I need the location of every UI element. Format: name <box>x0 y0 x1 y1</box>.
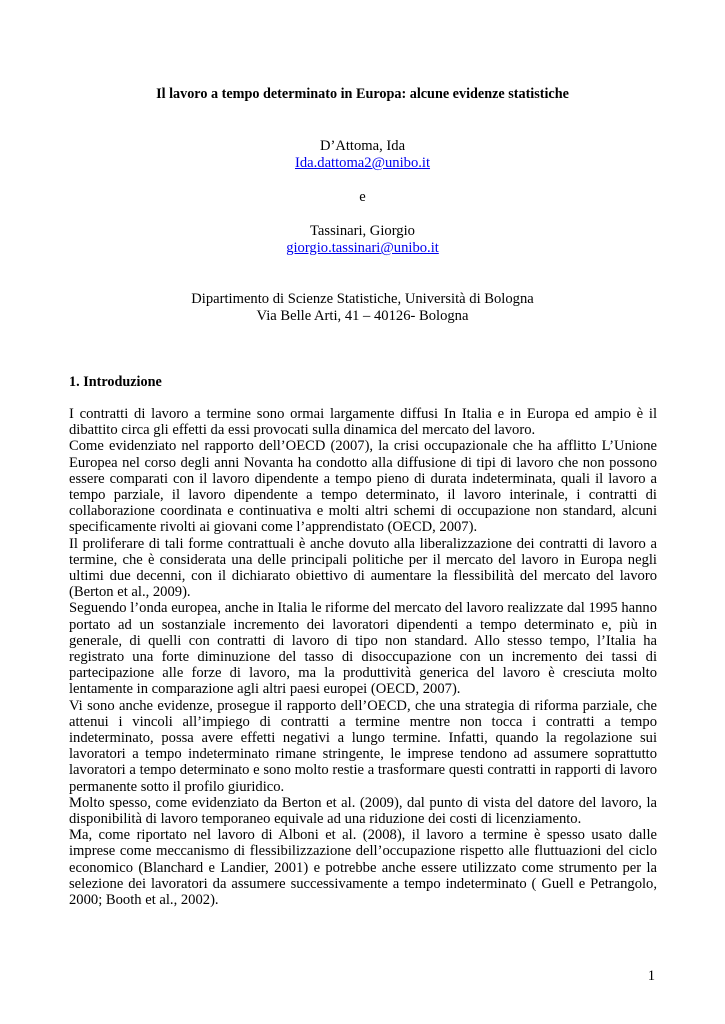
paragraph: Ma, come riportato nel lavoro di Alboni et al. (2008), il lavoro a termine è spesso usato dalle imprese come meccanismo di flessibilizzazione dell’occupazione rispetto alle fluttuazioni del ciclo economico (Blanchard e Landier, 2001) e potrebbe anche essere utilizzato come strumento per la selezione dei lavoratori da assumere successivamente a tempo indeterminato ( Guell e Petrangolo, 2000; Booth et al., 2002). <box>69 827 657 909</box>
affiliation-address: Via Belle Arti, 41 – 40126- Bologna <box>256 308 469 324</box>
body-text <box>69 406 657 908</box>
paragraph: Molto spesso, come evidenziato da Berton et al. (2009), dal punto di vista del datore del lavoro, la disponibilità di lavoro temporaneo equivale ad una riduzione dei costi di licenziamento. <box>69 794 657 828</box>
paragraph: Il proliferare di tali forme contrattuali è anche dovuto alla liberalizzazione dei contratti di lavoro a termine, che è considerata una delle principali politiche per il mercato del lavoro in Europa negli ultimi due decenni, con il dichiarato obiettivo di aumentare la flessibilità del mercato del lavoro (Berton et al., 2009). <box>69 535 657 601</box>
paragraph: Seguendo l’onda europea, anche in Italia le riforme del mercato del lavoro realizzate dal 1995 hanno portato ad un sostanziale incremento dei lavoratori dipendenti a tempo determinato e, più in generale, di quelli con contratti di lavoro di tipo non standard. Allo stesso tempo, l’Italia ha registrato una forte diminuzione del tasso di disoccupazione con un incremento dei tassi di partecipazione alle forze di lavoro, ma la produttività generica del lavoro è cresciuta molto lentamente in comparazione agli altri paesi europei (OECD, 2007). <box>69 600 657 698</box>
paragraph: I contratti di lavoro a termine sono ormai largamente diffusi In Italia e in Europa ed ampio è il dibattito circa gli effetti da essi provocati sulla dinamica del mercato del lavoro. <box>69 406 657 439</box>
author-name: D’Attoma, Ida <box>319 138 406 154</box>
page-number: 1 <box>647 968 655 984</box>
paper-title: Il lavoro a tempo determinato in Europa: alcune evidenze statistiche <box>156 86 569 102</box>
paragraph: Come evidenziato nel rapporto dell’OECD (2007), la crisi occupazionale che ha afflitto L’Unione Europea nel corso degli anni Novanta ha condotto alla diffusione di tipi di lavoro che non possono essere comparati con il lavoro dipendente a tempo pieno di durata indeterminata, quali il lavoro a tempo parziale, il lavoro dipendente a tempo determinato, il lavoro interinale, i contratti di collaborazione coordinata e continuativa e molti altri schemi di occupazione non standard, alcuni specificamente rivolti ai giovani come l’apprendistato (OECD, 2007). <box>69 438 657 536</box>
author-email-link[interactable]: Ida.dattoma2@unibo.it <box>294 155 431 171</box>
author-name: Tassinari, Giorgio <box>310 223 415 239</box>
paragraph: Vi sono anche evidenze, prosegue il rapporto dell’OECD, che una strategia di riforma parziale, che attenui i vincoli all’impiego di contratti a termine mentre non tocca i contratti a tempo indeterminato, possa avere effetti negativi a lungo termine. Infatti, quando la regolazione sui lavoratori a tempo indeterminato rimane stringente, le imprese tendono ad assumere soprattutto lavoratori a tempo determinato e sono molto restie a trasformare questi contratti in rapporti di lavoro permanente sotto il profilo giuridico. <box>69 697 657 795</box>
affiliation-department: Dipartimento di Scienze Statistiche, Università di Bologna <box>191 291 534 307</box>
section-heading: 1. Introduzione <box>69 374 162 390</box>
author-conjunction: e <box>359 189 366 205</box>
author-email-link[interactable]: giorgio.tassinari@unibo.it <box>286 240 439 256</box>
